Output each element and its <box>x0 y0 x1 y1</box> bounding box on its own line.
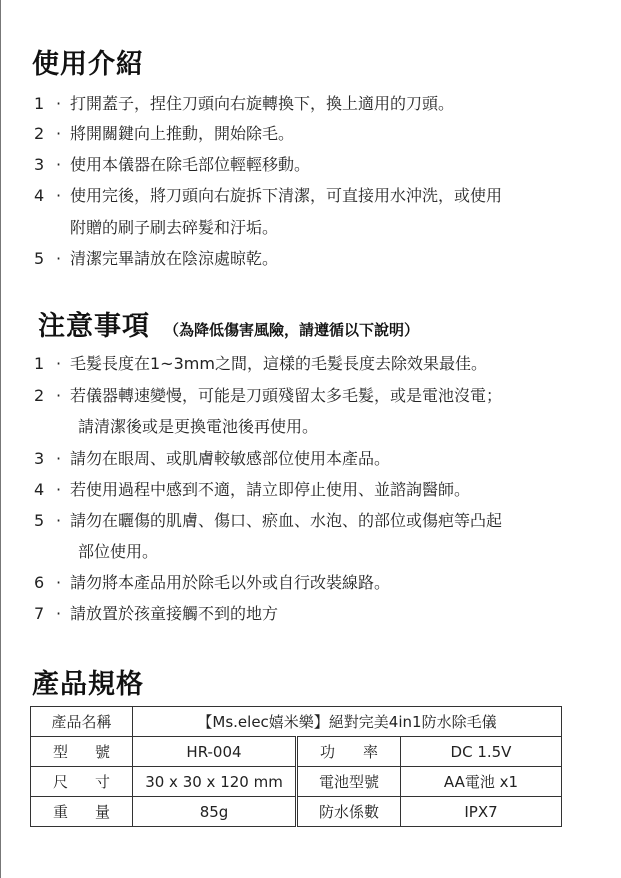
left-margin-rule <box>0 0 1 878</box>
notes-item-6: 6 · 請勿將本產品用於除毛以外或自行改裝線路。 <box>34 573 391 592</box>
spec-row-name <box>31 707 562 737</box>
spec-row-model <box>31 737 562 767</box>
notes-title <box>38 304 419 343</box>
spec-weight-label: 重 量 <box>31 797 133 827</box>
notes-item-2-continued: 請清潔後或是更換電池後再使用。 <box>78 417 319 436</box>
notes-title-text: 注意事項 <box>38 311 150 342</box>
notes-subtitle: （為降低傷害風險，請遵循以下說明） <box>164 321 420 339</box>
notes-item-5: 5 · 請勿在曬傷的肌膚、傷口、瘀血、水泡、的部位或傷疤等凸起 <box>34 511 503 530</box>
spec-size-value: 30 x 30 x 120 mm <box>133 767 297 797</box>
spec-power-label: 功 率 <box>297 737 401 767</box>
spec-battery-label: 電池型號 <box>297 767 401 797</box>
spec-name-label: 產品名稱 <box>31 707 133 737</box>
notes-item-5-continued: 部位使用。 <box>78 542 159 561</box>
spec-size-label: 尺 寸 <box>31 767 133 797</box>
spec-model-value: HR-004 <box>133 737 297 767</box>
spec-table <box>30 706 562 827</box>
usage-item-1: 1 · 打開蓋子，捏住刀頭向右旋轉換下，換上適用的刀頭。 <box>34 94 455 113</box>
spec-row-weight <box>31 797 562 827</box>
notes-item-4: 4 · 若使用過程中感到不適，請立即停止使用、並諮詢醫師。 <box>34 480 471 499</box>
spec-battery-value: AA電池 x1 <box>401 767 562 797</box>
notes-item-3: 3 · 請勿在眼周、或肌膚較敏感部位使用本產品。 <box>34 449 391 468</box>
spec-name-value: 【Ms.elec嬉米樂】絕對完美4in1防水除毛儀 <box>133 707 562 737</box>
usage-title: 使用介紹 <box>32 49 144 80</box>
spec-row-size <box>31 767 562 797</box>
notes-item-7: 7 · 請放置於孩童接觸不到的地方 <box>34 604 279 623</box>
usage-item-4: 4 · 使用完後，將刀頭向右旋拆下清潔，可直接用水沖洗，或使用 <box>34 186 503 205</box>
usage-item-4-continued: 附贈的刷子刷去碎髮和汙垢。 <box>70 218 279 237</box>
spec-power-value: DC 1.5V <box>401 737 562 767</box>
usage-item-2: 2 · 將開關鍵向上推動，開始除毛。 <box>34 124 295 143</box>
usage-item-3: 3 · 使用本儀器在除毛部位輕輕移動。 <box>34 155 311 174</box>
spec-waterproof-label: 防水係數 <box>297 797 401 827</box>
notes-item-1: 1 · 毛髮長度在1~3mm之間，這樣的毛髮長度去除效果最佳。 <box>34 354 487 373</box>
spec-weight-value: 85g <box>133 797 297 827</box>
notes-item-2: 2 · 若儀器轉速變慢，可能是刀頭殘留太多毛髮，或是電池沒電； <box>34 386 503 405</box>
usage-item-5: 5 · 清潔完畢請放在陰涼處晾乾。 <box>34 249 279 268</box>
spec-model-label: 型 號 <box>31 737 133 767</box>
spec-waterproof-value: IPX7 <box>401 797 562 827</box>
spec-title: 產品規格 <box>32 669 144 700</box>
